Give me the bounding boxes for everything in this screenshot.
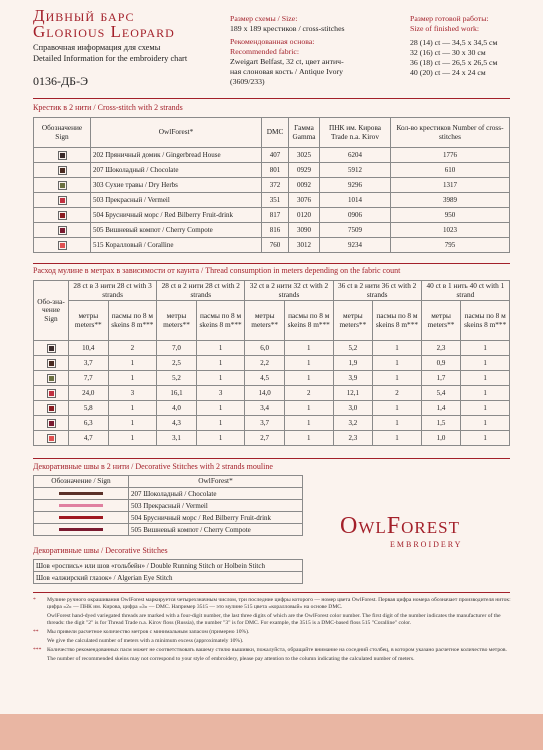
footnote [33, 647, 513, 654]
meters-value: 3,2 [333, 416, 373, 431]
footnote-text: Количество рекомендованных пасм может не соответствовать вашему стилю вышивки, пожалуйста, обращайте внимание на соседний столбец, в котором указано расчетное количество метров. [47, 647, 507, 653]
pnk-value: 1014 [320, 193, 391, 208]
skeins-value: 1 [196, 371, 245, 386]
footnote-mark [33, 656, 47, 663]
sign-cell [34, 416, 69, 431]
symbol-icon [58, 166, 67, 175]
skeins-value: 1 [196, 341, 245, 356]
owlforest-name: 503 Прекрасный / Vermeil [129, 500, 303, 512]
chart-code: 0136-ДБ-Э [33, 74, 88, 88]
fabric-label-en: Recommended fabric: [230, 47, 300, 56]
meters-value: 3,7 [69, 356, 109, 371]
skeins-header: пасмы по 8 м skeins 8 m*** [196, 301, 245, 341]
skeins-value: 1 [373, 416, 422, 431]
dmc-value: 817 [262, 208, 289, 223]
skeins-value: 1 [284, 341, 333, 356]
meters-value: 24,0 [69, 386, 109, 401]
owlforest-name: 207 Шоколадный / Chocolate [91, 163, 262, 178]
skeins-value: 1 [461, 371, 510, 386]
skeins-value: 1 [461, 401, 510, 416]
group-header: 40 ct в 1 нить 40 ct with 1 strand [421, 281, 509, 301]
sign-cell [34, 386, 69, 401]
skeins-value: 1 [108, 401, 157, 416]
table-row [34, 500, 303, 512]
footnote-text: We give the calculated number of meters with a minimum excess (approximately 10%). [47, 638, 244, 644]
subtitle-ru: Справочная информация для схемы [33, 43, 161, 52]
owlforest-name: 303 Сухие травы / Dry Herbs [91, 178, 262, 193]
divider [33, 98, 510, 99]
sign-cell [34, 371, 69, 386]
footnote-mark [33, 638, 47, 645]
table-row [34, 431, 510, 446]
decorative-stitch-table [33, 475, 303, 536]
table-row [34, 524, 303, 536]
meters-header: метры meters** [157, 301, 197, 341]
group-header: 28 ct в 2 нити 28 ct with 2 strands [157, 281, 245, 301]
title-ru: Дивный барс [33, 6, 135, 25]
group-header: 36 ct в 2 нити 36 ct with 2 strands [333, 281, 421, 301]
symbol-icon [58, 241, 67, 250]
scheme-size-value: 189 x 189 крестиков / cross-stitches [230, 24, 345, 33]
skeins-value: 2 [284, 386, 333, 401]
stitch-count: 1776 [391, 148, 510, 163]
skeins-value: 2 [373, 386, 422, 401]
skeins-value: 3 [196, 386, 245, 401]
symbol-icon [47, 344, 56, 353]
pnk-value: 9234 [320, 238, 391, 253]
col-gamma: Гамма Gamma [289, 118, 320, 148]
fabric-value-2: ная слоновая кость / Antique Ivory [230, 67, 343, 76]
sign-cell [34, 148, 91, 163]
sign-cell [34, 193, 91, 208]
meters-value: 4,7 [69, 431, 109, 446]
col-owlforest: OwlForest* [129, 476, 303, 488]
sign-cell [34, 512, 129, 524]
skeins-value: 2 [108, 341, 157, 356]
pnk-value: 5912 [320, 163, 391, 178]
table-row [34, 371, 510, 386]
group-header: 28 ct в 3 нити 28 ct with 3 strands [69, 281, 157, 301]
meters-value: 16,1 [157, 386, 197, 401]
section2-title: Расход мулине в метрах в зависимости от каунта / Thread consumption in meters depending on the fabric count [33, 266, 401, 275]
gamma-value: 3076 [289, 193, 320, 208]
fabric-value-3: (3609/233) [230, 77, 265, 86]
sign-cell [34, 431, 69, 446]
footnote [33, 629, 513, 636]
meters-value: 0,9 [421, 356, 461, 371]
meters-value: 2,2 [245, 356, 285, 371]
decorative-stitches-list [33, 559, 303, 584]
pnk-value: 9296 [320, 178, 391, 193]
col-sign: Обозначение Sign [34, 118, 91, 148]
skeins-value: 1 [373, 371, 422, 386]
finished-size-2: 36 (18) ct — 26,5 x 26,5 см [410, 58, 498, 67]
meters-value: 7,0 [157, 341, 197, 356]
footnote-text: Мы привели расчетное количество метров с минимальным запасом (примерно 10%). [47, 629, 250, 635]
skeins-value: 1 [461, 416, 510, 431]
skeins-value: 1 [196, 401, 245, 416]
meters-value: 12,1 [333, 386, 373, 401]
owlforest-logo: OwlForest [340, 513, 460, 539]
cross-stitch-table [33, 117, 510, 253]
finished-size-1: 32 (16) ct — 30 x 30 см [410, 48, 486, 57]
finished-size-info [410, 14, 520, 78]
meters-header: метры meters** [245, 301, 285, 341]
dmc-value: 801 [262, 163, 289, 178]
meters-value: 3,0 [333, 401, 373, 416]
stitch-count: 1317 [391, 178, 510, 193]
col-count: Кол-во крестиков Number of cross-stitches [391, 118, 510, 148]
dmc-value: 372 [262, 178, 289, 193]
meters-value: 2,3 [421, 341, 461, 356]
stitch-count: 795 [391, 238, 510, 253]
meters-value: 4,0 [157, 401, 197, 416]
table-row [34, 512, 303, 524]
meters-value: 3,7 [245, 416, 285, 431]
skeins-value: 1 [373, 341, 422, 356]
symbol-icon [58, 226, 67, 235]
divider [33, 592, 510, 593]
col-dmc: DMC [262, 118, 289, 148]
section4-title: Декоративные швы / Decorative Stitches [33, 546, 168, 555]
skeins-value: 1 [461, 386, 510, 401]
meters-value: 2,3 [333, 431, 373, 446]
meters-value: 2,7 [245, 431, 285, 446]
table-row [34, 148, 510, 163]
owlforest-name: 207 Шоколадный / Chocolate [129, 488, 303, 500]
divider [33, 263, 510, 264]
pnk-value: 6204 [320, 148, 391, 163]
col-sign: Обо-зна-чение Sign [34, 281, 69, 341]
meters-header: метры meters** [333, 301, 373, 341]
footnote-mark: ** [33, 629, 39, 635]
dmc-value: 407 [262, 148, 289, 163]
title-en: Glorious Leopard [33, 22, 175, 41]
line-sample [59, 528, 103, 531]
thread-consumption-table [33, 280, 510, 446]
table-row [34, 208, 510, 223]
finished-size-0: 28 (14) ct — 34,5 x 34,5 см [410, 38, 498, 47]
symbol-icon [58, 151, 67, 160]
meters-value: 3,9 [333, 371, 373, 386]
stitch-algerian-eye: Шов «алжирский глазок» / Algerian Eye Stitch [34, 572, 303, 584]
symbol-icon [58, 181, 67, 190]
owlforest-name: 202 Пряничный домик / Gingerbread House [91, 148, 262, 163]
gamma-value: 3025 [289, 148, 320, 163]
meters-value: 1,9 [333, 356, 373, 371]
skeins-value: 1 [196, 416, 245, 431]
symbol-icon [47, 374, 56, 383]
skeins-header: пасмы по 8 м skeins 8 m*** [108, 301, 157, 341]
table-row [34, 356, 510, 371]
gamma-value: 3012 [289, 238, 320, 253]
sign-cell [34, 178, 91, 193]
skeins-value: 1 [284, 401, 333, 416]
stitch-count: 1023 [391, 223, 510, 238]
symbol-icon [47, 359, 56, 368]
skeins-value: 1 [461, 356, 510, 371]
skeins-value: 1 [461, 341, 510, 356]
meters-value: 4,3 [157, 416, 197, 431]
footnote-mark: *** [33, 647, 42, 653]
stitch-count: 950 [391, 208, 510, 223]
meters-value: 3,4 [245, 401, 285, 416]
subtitle-en: Detailed Information for the embroidery chart [33, 54, 188, 63]
meters-value: 5,4 [421, 386, 461, 401]
pnk-value: 0906 [320, 208, 391, 223]
stitch-holbein: Шов «роспись» или шов «гольбейн» / Double Running Stitch or Holbein Stitch [34, 560, 303, 572]
table-row [34, 178, 510, 193]
sign-cell [34, 356, 69, 371]
meters-value: 1,7 [421, 371, 461, 386]
skeins-value: 1 [108, 371, 157, 386]
dmc-value: 760 [262, 238, 289, 253]
stitch-count: 3989 [391, 193, 510, 208]
sign-cell [34, 223, 91, 238]
skeins-value: 1 [284, 431, 333, 446]
dmc-value: 351 [262, 193, 289, 208]
gamma-value: 0092 [289, 178, 320, 193]
footnote-text: The number of recommended skeins may not correspond to your style of embroidery, please pay attention to the column indicating the calculated number of meters. [47, 656, 415, 662]
finished-size-3: 40 (20) ct — 24 x 24 см [410, 68, 486, 77]
skeins-value: 1 [373, 431, 422, 446]
owlforest-name: 505 Вишневый компот / Cherry Compote [91, 223, 262, 238]
owlforest-name: 504 Брусничный морс / Red Bilberry Fruit-drink [91, 208, 262, 223]
footnote-mark: * [33, 597, 36, 603]
footnotes [33, 597, 513, 665]
skeins-value: 1 [108, 416, 157, 431]
finished-label-en: Size of finished work: [410, 24, 480, 33]
line-sample [59, 492, 103, 495]
sign-cell [34, 341, 69, 356]
col-owlforest: OwlForest* [91, 118, 262, 148]
table-row [34, 416, 510, 431]
group-header: 32 ct в 2 нити 32 ct with 2 strands [245, 281, 333, 301]
table-row [34, 193, 510, 208]
footnote [33, 597, 513, 611]
table-row [34, 341, 510, 356]
sign-cell [34, 238, 91, 253]
owlforest-name: 505 Вишневый компот / Cherry Compote [129, 524, 303, 536]
footnote-text: Мулине ручного окрашивания OwlForest маркируется четырехзначным числом, три последние цифры которого — номер цвета OwlForest. Первая цифра номера обозначает производителя ниток: цифра «2» — ПНК им. Кирова, цифра «3» — DMC. Например 3515 — это мулине 515 цвета «коралловый» на основе DMC. [47, 597, 511, 610]
section1-title: Крестик в 2 нити / Cross-stitch with 2 strands [33, 103, 183, 112]
table-row [34, 386, 510, 401]
meters-value: 10,4 [69, 341, 109, 356]
meters-value: 1,0 [421, 431, 461, 446]
skeins-header: пасмы по 8 м skeins 8 m*** [373, 301, 422, 341]
divider [33, 458, 510, 459]
footnote [33, 638, 513, 645]
meters-value: 5,2 [333, 341, 373, 356]
meters-value: 6,0 [245, 341, 285, 356]
owlforest-name: 503 Прекрасный / Vermeil [91, 193, 262, 208]
skeins-value: 1 [284, 371, 333, 386]
skeins-value: 1 [108, 431, 157, 446]
line-sample [59, 504, 103, 507]
col-pnk: ПНК им. Кирова Trade n.a. Kirov [320, 118, 391, 148]
meters-value: 3,1 [157, 431, 197, 446]
skeins-header: пасмы по 8 м skeins 8 m*** [284, 301, 333, 341]
symbol-icon [58, 211, 67, 220]
sign-cell [34, 524, 129, 536]
col-sign: Обозначение / Sign [34, 476, 129, 488]
table-row [34, 238, 510, 253]
meters-value: 7,7 [69, 371, 109, 386]
sign-cell [34, 500, 129, 512]
dmc-value: 816 [262, 223, 289, 238]
skeins-value: 1 [196, 356, 245, 371]
meters-value: 4,5 [245, 371, 285, 386]
meters-value: 1,4 [421, 401, 461, 416]
meters-header: метры meters** [69, 301, 109, 341]
meters-value: 5,8 [69, 401, 109, 416]
pnk-value: 7509 [320, 223, 391, 238]
skeins-header: пасмы по 8 м skeins 8 m*** [461, 301, 510, 341]
skeins-value: 1 [108, 356, 157, 371]
skeins-value: 1 [284, 416, 333, 431]
sign-cell [34, 208, 91, 223]
gamma-value: 3090 [289, 223, 320, 238]
sign-cell [34, 401, 69, 416]
symbol-icon [47, 434, 56, 443]
sign-cell [34, 163, 91, 178]
symbol-icon [47, 389, 56, 398]
section3-title: Декоративные швы в 2 нити / Decorative Stitches with 2 strands mouline [33, 462, 273, 471]
footnote-text: OwlForest hand-dyed variegated threads are marked with a four-digit number, the last three digits of which are the OwlForest color number. The first digit of the number indicates the manufacturer of the threads: the digit "2" is for Thread Trade n.a. Kirov floss (Russia), the number "3" is for DMC. For example, the 3515 is a DMC-based floss 515 "Coralline" color. [47, 613, 501, 626]
skeins-value: 1 [461, 431, 510, 446]
sign-cell [34, 488, 129, 500]
footnote-mark [33, 613, 47, 627]
fabric-label-ru: Рекомендованная основа: [230, 37, 315, 46]
scheme-info [230, 14, 400, 87]
meters-value: 14,0 [245, 386, 285, 401]
scheme-size-label: Размер схемы / Size: [230, 14, 298, 23]
symbol-icon [47, 419, 56, 428]
table-row [34, 163, 510, 178]
meters-value: 5,2 [157, 371, 197, 386]
skeins-value: 1 [284, 356, 333, 371]
meters-value: 1,5 [421, 416, 461, 431]
owlforest-name: 515 Коралловый / Coralline [91, 238, 262, 253]
footnote [33, 656, 513, 663]
skeins-value: 1 [373, 356, 422, 371]
skeins-value: 3 [108, 386, 157, 401]
table-row [34, 223, 510, 238]
symbol-icon [47, 404, 56, 413]
finished-label-ru: Размер готовой работы: [410, 14, 489, 23]
fabric-value-1: Zweigart Belfast, 32 ct, цвет антич- [230, 57, 344, 66]
skeins-value: 1 [196, 431, 245, 446]
owlforest-name: 504 Брусничный морс / Red Bilberry Fruit-drink [129, 512, 303, 524]
owlforest-logo-sub: EMBROIDERY [390, 540, 463, 549]
table-row [34, 488, 303, 500]
footer-band [0, 714, 543, 750]
line-sample [59, 516, 103, 519]
gamma-value: 0120 [289, 208, 320, 223]
table-row [34, 401, 510, 416]
stitch-count: 610 [391, 163, 510, 178]
meters-value: 6,3 [69, 416, 109, 431]
symbol-icon [58, 196, 67, 205]
meters-header: метры meters** [421, 301, 461, 341]
gamma-value: 0929 [289, 163, 320, 178]
meters-value: 2,5 [157, 356, 197, 371]
footnote [33, 613, 513, 627]
skeins-value: 1 [373, 401, 422, 416]
